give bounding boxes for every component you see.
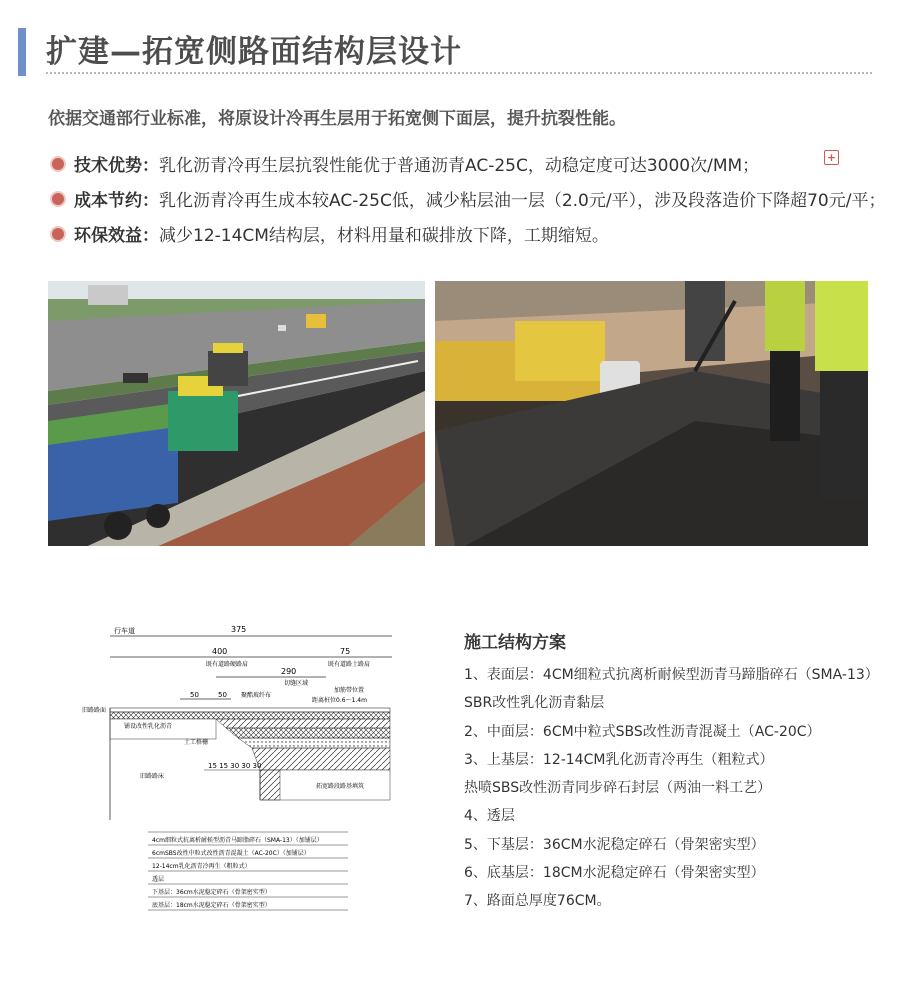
label-anchor: 加筋带位置	[334, 687, 365, 694]
bullet-label: 技术优势：	[74, 156, 159, 176]
dim-400: 400	[212, 647, 228, 656]
bullet-item-tech	[48, 146, 888, 181]
label-old-face: 旧路路面	[82, 707, 107, 714]
bullet-item-cost	[48, 181, 888, 216]
bullet-text: 乳化沥青冷再生成本较AC-25C低，减少粘层油一层（2.0元/平），涉及段落造价下降超70元/平；	[159, 191, 886, 211]
bullet-dot-icon	[52, 158, 64, 170]
title-accent-bar	[18, 28, 26, 76]
diagram-legend	[148, 832, 348, 910]
bullet-text: 减少12-14CM结构层，材料用量和碳排放下降，工期缩短。	[159, 226, 609, 246]
scheme-title: 施工结构方案	[464, 633, 566, 653]
scheme-line: 2、中面层：6CM中粒式SBS改性沥青混凝土（AC-20C）	[464, 723, 821, 740]
construction-scheme	[464, 628, 884, 916]
scheme-line: 4、透层	[464, 808, 515, 825]
scheme-line: 热喷SBS改性沥青同步碎石封层（两油一料工艺）	[464, 780, 772, 797]
label-cut-zone: 切缝区域	[284, 680, 309, 687]
label-geogrid: 聚酯玻纤布	[241, 692, 272, 699]
paving-photo-closeup	[435, 281, 868, 546]
page-title: 扩建—拓宽侧路面结构层设计	[46, 34, 462, 70]
dim-290: 290	[281, 667, 297, 676]
expand-icon[interactable]: +	[824, 150, 839, 165]
legend-item: 4cm细粒式抗离析耐候型沥青马蹄脂碎石（SMA-13）（加铺层）	[152, 837, 323, 844]
bullet-list	[48, 146, 888, 251]
legend-item: 底基层：18cm水泥稳定碎石（骨架密实型）	[152, 902, 271, 909]
dim-50b: 50	[218, 691, 227, 699]
scheme-line: 6、底基层：18CM水泥稳定碎石（骨架密实型）	[464, 865, 765, 882]
title-divider	[46, 72, 872, 74]
dim-50a: 50	[190, 691, 199, 699]
label-old-base: 旧路路床	[140, 773, 165, 780]
legend-item: 6cmSBS改性中粒式改性沥青混凝土（AC-20C）（加铺层）	[152, 850, 310, 857]
bullet-text: 乳化沥青冷再生层抗裂性能优于普通沥青AC-25C，动稳定度可达3000次/MM；	[159, 156, 760, 176]
bullet-label: 环保效益：	[74, 226, 159, 246]
scheme-line: 3、上基层：12-14CM乳化沥青冷再生（粗粒式）	[464, 751, 774, 768]
label-cold-layer: 铺设改性乳化沥青	[124, 723, 173, 730]
label-old-shoulder: 既有道路硬路肩	[206, 661, 249, 668]
dim-small: 15 15 30 30 30	[208, 762, 262, 770]
dim-75: 75	[340, 647, 351, 656]
scheme-line: 5、下基层：36CM水泥稳定碎石（骨架密实型）	[464, 836, 765, 853]
intro-text: 依据交通部行业标准，将原设计冷再生层用于拓宽侧下面层，提升抗裂性能。	[48, 109, 626, 129]
scheme-line: SBR改性乳化沥青黏层	[464, 695, 605, 712]
label-soil-step: 土工格栅	[184, 739, 209, 746]
bullet-dot-icon	[52, 193, 64, 205]
bullet-item-eco	[48, 216, 888, 251]
label-new-roadbed: 拓宽路段路基填筑	[316, 783, 365, 790]
scheme-line: 7、路面总厚度76CM。	[464, 893, 611, 910]
bullet-label: 成本节约：	[74, 191, 159, 211]
legend-item: 下基层：36cm水泥稳定碎石（骨架密实型）	[152, 889, 271, 896]
scheme-line: 1、表面层：4CM细粒式抗离析耐候型沥青马蹄脂碎石（SMA-13）	[464, 667, 879, 683]
label-spacing: 距离桩位0.6～1.4m	[312, 697, 367, 704]
bullet-dot-icon	[52, 228, 64, 240]
cross-section-diagram	[76, 620, 396, 912]
legend-item: 透层	[152, 876, 165, 883]
label-lane: 行车道	[114, 627, 135, 635]
paving-photo-highway	[48, 281, 425, 546]
label-old-verge: 既有道路土路肩	[328, 661, 371, 668]
dim-375: 375	[231, 625, 247, 634]
legend-item: 12-14cm乳化沥青冷再生（粗粒式）	[152, 863, 251, 870]
